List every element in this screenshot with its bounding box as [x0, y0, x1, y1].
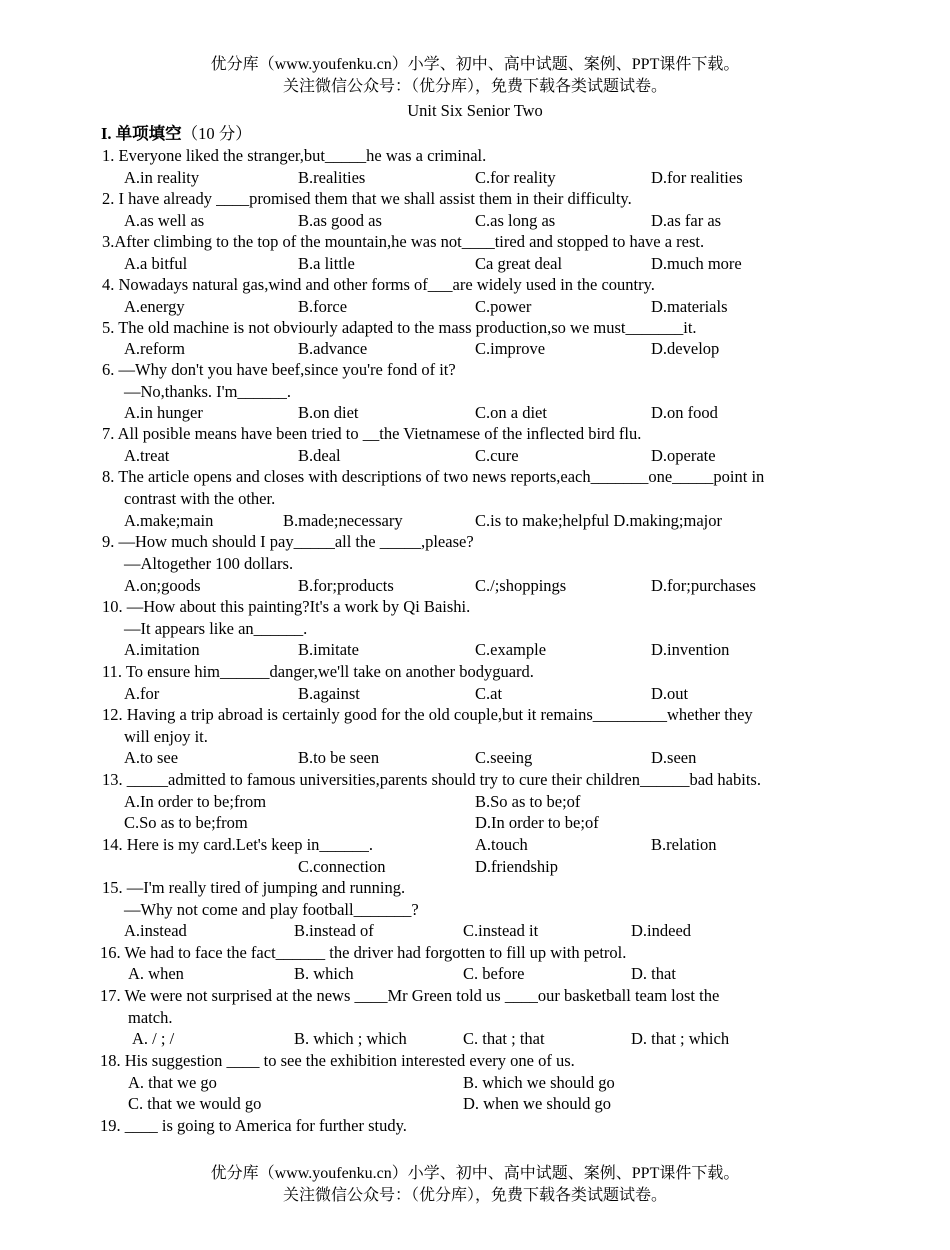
question-15: 15. —I'm really tired of jumping and running. [102, 878, 406, 897]
option-11c: C.at [475, 684, 503, 703]
option-5b: B.advance [298, 339, 368, 358]
option-10c: C.example [475, 640, 547, 659]
option-15d: D.indeed [631, 921, 692, 940]
option-14a: A.touch [475, 835, 528, 854]
option-17c: C. that ; that [463, 1029, 545, 1048]
option-7c: C.cure [475, 446, 519, 465]
option-13a: A.In order to be;from [124, 792, 267, 811]
question-10: 10. —How about this painting?It's a work by Qi Baishi. [102, 597, 471, 616]
footer-line-1: 优分库（www.youfenku.cn）小学、初中、高中试题、案例、PPT课件下载。 [210, 1165, 740, 1182]
question-10-reply: —It appears like an______. [124, 619, 308, 638]
section-heading [101, 124, 252, 144]
option-17a: A. / ; / [132, 1029, 175, 1048]
question-12: 12. Having a trip abroad is certainly good for the old couple,but it remains_________whether they [102, 705, 753, 724]
option-13d: D.In order to be;of [475, 813, 599, 832]
option-9d: D.for;purchases [651, 576, 756, 595]
question-8: 8. The article opens and closes with descriptions of two news reports,each_______one_____point in [102, 467, 765, 486]
option-14b: B.relation [651, 835, 717, 854]
option-15a: A.instead [124, 921, 187, 940]
option-6d: D.on food [651, 403, 718, 422]
question-15-reply: —Why not come and play football_______? [124, 900, 419, 919]
option-12d: D.seen [651, 748, 697, 767]
question-4: 4. Nowadays natural gas,wind and other forms of___are widely used in the country. [102, 275, 655, 294]
option-8cd: C.is to make;helpful D.making;major [475, 511, 723, 530]
question-14: 14. Here is my card.Let's keep in______. [102, 835, 374, 854]
option-16d: D. that [631, 964, 676, 983]
option-7d: D.operate [651, 446, 716, 465]
question-5: 5. The old machine is not obviourly adapted to the mass production,so we must_______it. [102, 318, 697, 337]
option-17b: B. which ; which [294, 1029, 407, 1048]
question-17: 17. We were not surprised at the news ____Mr Green told us ____our basketball team lost the [100, 986, 720, 1005]
option-6c: C.on a diet [475, 403, 547, 422]
question-7: 7. All posible means have been tried to __the Vietnamese of the inflected bird flu. [102, 424, 642, 443]
option-2d: D.as far as [651, 211, 722, 230]
page-title: Unit Six Senior Two [407, 101, 543, 120]
option-5a: A.reform [124, 339, 185, 358]
option-3c: Ca great deal [475, 254, 563, 273]
option-3b: B.a little [298, 254, 355, 273]
option-18a: A. that we go [128, 1073, 217, 1092]
option-2c: C.as long as [475, 211, 556, 230]
option-1a: A.in reality [124, 168, 200, 187]
option-3a: A.a bitful [124, 254, 188, 273]
option-16c: C. before [463, 964, 525, 983]
option-1b: B.realities [298, 168, 366, 187]
option-8b: B.made;necessary [283, 511, 403, 530]
question-3: 3.After climbing to the top of the mountain,he was not____tired and stopped to have a rest. [102, 232, 705, 251]
option-18b: B. which we should go [463, 1073, 615, 1092]
header-line-2: 关注微信公众号：（优分库），免费下载各类试题试卷。 [282, 78, 667, 95]
option-7a: A.treat [124, 446, 170, 465]
option-4b: B.force [298, 297, 348, 316]
option-11a: A.for [124, 684, 160, 703]
footer-line-2: 关注微信公众号：（优分库），免费下载各类试题试卷。 [282, 1187, 667, 1204]
question-6: 6. —Why don't you have beef,since you're fond of it? [102, 360, 456, 379]
option-5d: D.develop [651, 339, 720, 358]
option-9c: C./;shoppings [475, 576, 567, 595]
question-9-reply: —Altogether 100 dollars. [124, 554, 294, 573]
option-18c: C. that we would go [128, 1094, 262, 1113]
question-18: 18. His suggestion ____ to see the exhibition interested every one of us. [100, 1051, 575, 1070]
question-11: 11. To ensure him______danger,we'll take on another bodyguard. [102, 662, 534, 681]
question-17-cont: match. [128, 1008, 173, 1027]
option-4d: D.materials [651, 297, 728, 316]
question-8-cont: contrast with the other. [124, 489, 276, 508]
section-score: （10 分） [181, 124, 252, 143]
option-3d: D.much more [651, 254, 742, 273]
question-6-reply: —No,thanks. I'm______. [124, 382, 292, 401]
option-10b: B.imitate [298, 640, 359, 659]
option-17d: D. that ; which [631, 1029, 730, 1048]
option-6b: B.on diet [298, 403, 359, 422]
option-2a: A.as well as [124, 211, 205, 230]
option-4c: C.power [475, 297, 532, 316]
option-13c: C.So as to be;from [124, 813, 248, 832]
option-12b: B.to be seen [298, 748, 380, 767]
option-16a: A. when [128, 964, 184, 983]
question-19: 19. ____ is going to America for further study. [100, 1116, 407, 1135]
question-2: 2. I have already ____promised them that we shall assist them in their difficulty. [102, 189, 632, 208]
option-11b: B.against [298, 684, 360, 703]
option-18d: D. when we should go [463, 1094, 612, 1113]
option-7b: B.deal [298, 446, 341, 465]
question-16: 16. We had to face the fact______ the driver had forgotten to fill up with petrol. [100, 943, 627, 962]
option-5c: C.improve [475, 339, 546, 358]
option-9a: A.on;goods [124, 576, 201, 595]
option-13b: B.So as to be;of [475, 792, 581, 811]
option-1d: D.for realities [651, 168, 743, 187]
option-8a: A.make;main [124, 511, 214, 530]
question-1: 1. Everyone liked the stranger,but_____he was a criminal. [102, 146, 487, 165]
option-15c: C.instead it [463, 921, 539, 940]
option-2b: B.as good as [298, 211, 382, 230]
question-13: 13. _____admitted to famous universities,parents should try to cure their children______bad habits. [102, 770, 761, 789]
option-9b: B.for;products [298, 576, 394, 595]
option-15b: B.instead of [294, 921, 374, 940]
option-12c: C.seeing [475, 748, 533, 767]
section-number: I. 单项填空 [101, 124, 182, 143]
question-12-cont: will enjoy it. [124, 727, 208, 746]
option-14d: D.friendship [475, 857, 558, 876]
option-16b: B. which [294, 964, 354, 983]
option-4a: A.energy [124, 297, 185, 316]
option-11d: D.out [651, 684, 689, 703]
option-6a: A.in hunger [124, 403, 203, 422]
header-line-1: 优分库（www.youfenku.cn）小学、初中、高中试题、案例、PPT课件下载。 [210, 56, 740, 73]
option-10d: D.invention [651, 640, 730, 659]
option-12a: A.to see [124, 748, 179, 767]
question-9: 9. —How much should I pay_____all the _____,please? [102, 532, 474, 551]
option-1c: C.for reality [475, 168, 556, 187]
option-14c: C.connection [298, 857, 386, 876]
option-10a: A.imitation [124, 640, 200, 659]
